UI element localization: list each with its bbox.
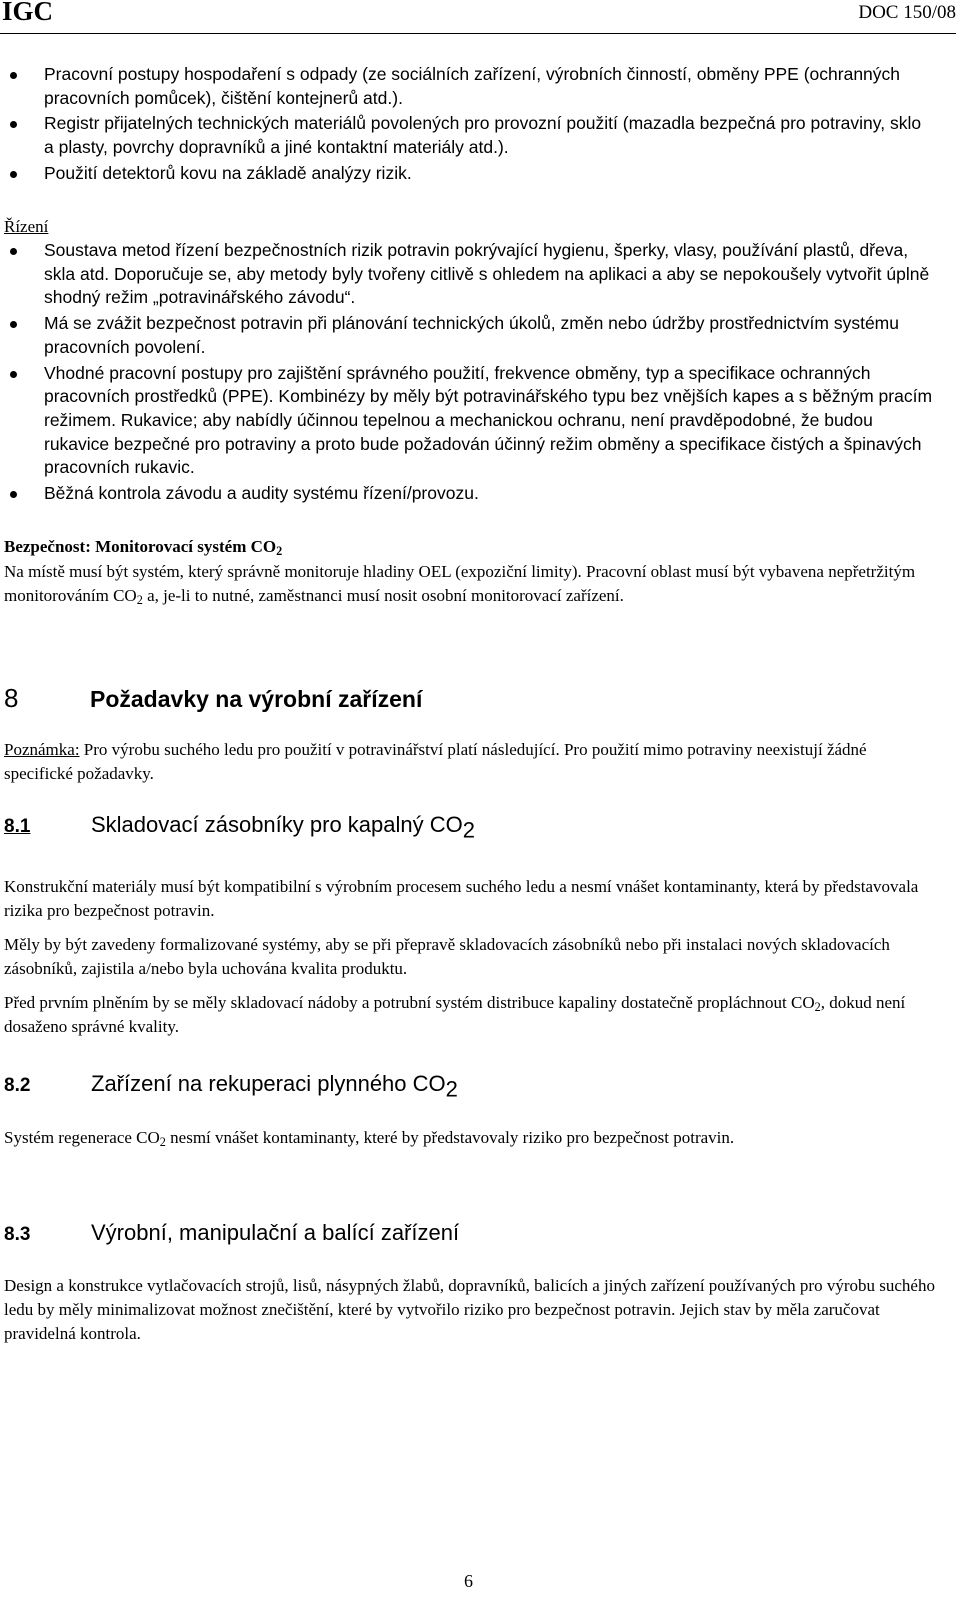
- rizeni-label: Řízení: [4, 217, 49, 236]
- section-8-1-paragraph-2: Měly by být zavedeny formalizované systémy, aby se při přepravě skladovacích zásobníků nebo při instalaci nových skladovacích zásobníků, zajistila a/nebo byla uchována kvalita produktu.: [4, 935, 890, 978]
- igc-logo: IGC: [2, 0, 54, 26]
- list-item: Pracovní postupy hospodaření s odpady (ze sociálních zařízení, výrobních činností, obměny PPE (ochranných pracovních pomůcek), čištění kontejnerů atd.).: [0, 63, 935, 110]
- rizeni-bullet-list: [0, 239, 935, 508]
- bullet-icon: [10, 371, 17, 378]
- section-8-3-heading: 8.3 Výrobní, manipulační a balící zařízení: [4, 1220, 460, 1245]
- page-number: 6: [464, 1571, 473, 1591]
- section-8-3-paragraph: Design a konstrukce vytlačovacích strojů, lisů, násypných žlabů, dopravníků, balicích a jiných zařízení používaných pro výrobu suchého ledu by měly minimalizovat možnost znečištění, které by vytvořilo riziko pro bezpečnost potravin. Jejich stav by měla zaručovat pravidelná kontrola.: [4, 1276, 935, 1343]
- list-item: Použití detektorů kovu na základě analýzy rizik.: [0, 162, 935, 186]
- list-item: Běžná kontrola závodu a audity systému řízení/provozu.: [0, 482, 935, 506]
- section-8-note: Poznámka: Pro výrobu suchého ledu pro použití v potravinářství platí následující. Pro použití mimo potraviny neexistují žádné specifické požadavky.: [4, 740, 867, 783]
- bullet-icon: [10, 121, 17, 128]
- section-8-2-heading: 8.2 Zařízení na rekuperaci plynného $CO_2$: [4, 1071, 458, 1102]
- bullet-icon: [10, 321, 17, 328]
- list-item: Vhodné pracovní postupy pro zajištění správného použití, frekvence obměny, typ a specifikace ochranných pracovních prostředků (PPE). Kombinézy by měly být potravinářského typu bez vnějších kapes a s běžným pracím režimem. Rukavice; aby nabídly účinnou tepelnou a mechanickou ochranu, není pravděpodobné, že budou rukavice bezpečné pro potraviny a proto bude požadován účinný režim obměny a specifikace čistých a špinavých pracovních rukavic.: [0, 362, 935, 481]
- section-8-1-paragraph-3: Před prvním plněním by se měly skladovací nádoby a potrubní systém distribuce kapaliny dostatečně propláchnout $CO_2$, dokud není dosaženo správné kvality.: [4, 993, 906, 1036]
- bullet-icon: [10, 171, 17, 178]
- list-item: Registr přijatelných technických materiálů povolených pro provozní použití (mazadla bezpečná pro potraviny, sklo a plasty, povrchy dopravníků a jiné kontaktní materiály atd.).: [0, 112, 935, 159]
- bullet-icon: [10, 248, 17, 255]
- co2-monitoring-heading: Bezpečnost: Monitorovací systém $CO_2$: [4, 537, 283, 559]
- note-label: Poznámka:: [4, 740, 80, 759]
- list-item: Má se zvážit bezpečnost potravin při plánování technických úkolů, změn nebo údržby prostřednictvím systému pracovních povolení.: [0, 312, 935, 359]
- section-8-2-paragraph: Systém regenerace $CO_2$ nesmí vnášet kontaminanty, které by představovaly riziko pro bezpečnost potravin.: [4, 1128, 735, 1150]
- page-header: [0, 0, 956, 34]
- co2-monitoring-text: Na místě musí být systém, který správně monitoruje hladiny OEL (expoziční limity). Pracovní oblast musí být vybavena nepřetržitým monitorováním $CO_2$ a, je-li to nutné, zaměstnanci musí nosit osobní monitorovací zařízení.: [4, 562, 916, 607]
- bullet-icon: [10, 72, 17, 79]
- section-8-1-heading: 8.1 Skladovací zásobníky pro kapalný $CO_2$: [4, 812, 475, 843]
- bullet-icon: [10, 491, 17, 498]
- section-8-1-paragraph-1: Konstrukční materiály musí být kompatibilní s výrobním procesem suchého ledu a nesmí vnášet kontaminanty, která by představovala rizika pro bezpečnost potravin.: [4, 877, 919, 920]
- top-bullet-list: [0, 63, 935, 188]
- document-number: DOC 150/08: [858, 2, 956, 23]
- section-8-heading: 8 Požadavky na výrobní zařízení: [4, 683, 423, 713]
- list-item: Soustava metod řízení bezpečnostních rizik potravin pokrývající hygienu, šperky, vlasy, používání plastů, dřeva, skla atd. Doporučuje se, aby metody byly tvořeny citlivě s ohledem na aplikaci a aby se nepokoušely vytvořit úplně shodný režim „potravinářského závodu“.: [0, 239, 935, 310]
